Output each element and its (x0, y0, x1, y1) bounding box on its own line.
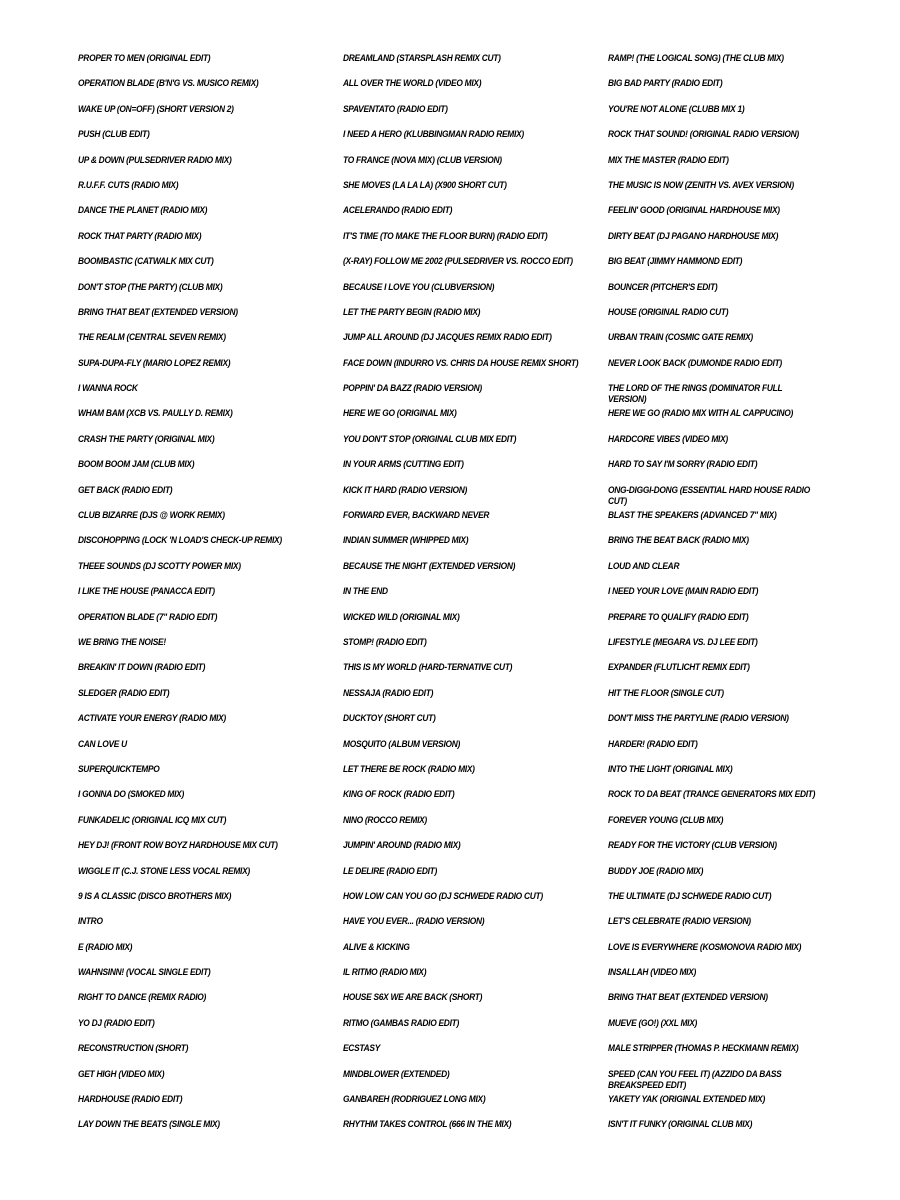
track-title: FOREVER YOUNG (CLUB MIX) (608, 814, 724, 826)
track-title: RAMP! (THE LOGICAL SONG) (THE CLUB MIX) (608, 53, 784, 64)
track-title: BLAST THE SPEAKERS (ADVANCED 7" MIX) (608, 510, 777, 522)
track-title: THIS IS MY WORLD (HARD-TERNATIVE CUT) (343, 662, 513, 674)
track-title: BOUNCER (PITCHER'S EDIT) (608, 281, 718, 293)
track-title: PUSH (CLUB EDIT) (78, 129, 150, 141)
track-title: FEELIN' GOOD (ORIGINAL HARDHOUSE MIX) (608, 205, 780, 217)
track-title: INTO THE LIGHT (ORIGINAL MIX) (608, 763, 733, 775)
track-title: SUPERQUICKTEMPO (78, 763, 160, 775)
track-title: I NEED A HERO (KLUBBINGMAN RADIO REMIX) (343, 129, 524, 141)
track-title: IT'S TIME (TO MAKE THE FLOOR BURN) (RADIO EDIT) (343, 230, 548, 242)
track-title: OPERATION BLADE (7" RADIO EDIT) (78, 611, 218, 623)
track-title: PREPARE TO QUALIFY (RADIO EDIT) (608, 611, 749, 623)
track-title: KING OF ROCK (RADIO EDIT) (343, 789, 455, 801)
track-title: HERE WE GO (ORIGINAL MIX) (343, 408, 457, 420)
track-title: RHYTHM TAKES CONTROL (666 IN THE MIX) (343, 1119, 512, 1131)
track-title: SLEDGER (RADIO EDIT) (78, 687, 170, 699)
track-title: I GONNA DO (SMOKED MIX) (78, 789, 185, 801)
track-title: BECAUSE I LOVE YOU (CLUBVERSION) (343, 281, 495, 293)
track-title: R.U.F.F. CUTS (RADIO MIX) (78, 179, 179, 191)
track-title: LOVE IS EVERYWHERE (KOSMONOVA RADIO MIX) (608, 941, 802, 953)
track-title: DON'T MISS THE PARTYLINE (RADIO VERSION) (608, 713, 789, 725)
track-title: CRASH THE PARTY (ORIGINAL MIX) (78, 433, 215, 445)
track-title: NEVER LOOK BACK (DUMONDE RADIO EDIT) (608, 357, 782, 369)
track-title: SHE MOVES (LA LA LA) (X900 SHORT CUT) (343, 179, 507, 191)
track-title: FACE DOWN (INDURRO VS. CHRIS DA HOUSE REMIX SHORT) (343, 357, 579, 369)
track-title: URBAN TRAIN (COSMIC GATE REMIX) (608, 332, 753, 344)
track-title: BRING THAT BEAT (EXTENDED VERSION) (608, 992, 768, 1004)
track-title: I LIKE THE HOUSE (PANACCA EDIT) (78, 586, 215, 598)
track-title: E (RADIO MIX) (78, 941, 133, 953)
track-title: EXPANDER (FLUTLICHT REMIX EDIT) (608, 662, 750, 674)
track-title: LIFESTYLE (MEGARA VS. DJ LEE EDIT) (608, 636, 758, 648)
track-title: RIGHT TO DANCE (REMIX RADIO) (78, 992, 207, 1004)
track-title: IL RITMO (RADIO MIX) (343, 967, 427, 979)
track-title: NESSAJA (RADIO EDIT) (343, 687, 434, 699)
track-title: DISCOHOPPING (LOCK 'N LOAD'S CHECK-UP REMIX) (78, 535, 282, 547)
track-title: JUMP ALL AROUND (DJ JACQUES REMIX RADIO EDIT) (343, 332, 552, 344)
track-title: BIG BEAT (JIMMY HAMMOND EDIT) (608, 256, 743, 268)
track-title: ROCK TO DA BEAT (TRANCE GENERATORS MIX EDIT) (608, 789, 816, 801)
track-title: CAN LOVE U (78, 738, 127, 750)
track-title: BIG BAD PARTY (RADIO EDIT) (608, 78, 723, 90)
track-title: WICKED WILD (ORIGINAL MIX) (343, 611, 460, 623)
track-title: BOOMBASTIC (CATWALK MIX CUT) (78, 256, 214, 268)
track-title: YAKETY YAK (ORIGINAL EXTENDED MIX) (608, 1094, 766, 1106)
track-title: BRING THE BEAT BACK (RADIO MIX) (608, 535, 749, 547)
track-title: ACTIVATE YOUR ENERGY (RADIO MIX) (78, 713, 226, 725)
track-title: WE BRING THE NOISE! (78, 636, 166, 648)
track-title: WAHNSINN! (VOCAL SINGLE EDIT) (78, 967, 211, 979)
track-title: HOUSE (ORIGINAL RADIO CUT) (608, 306, 729, 318)
track-title: HARD TO SAY I'M SORRY (RADIO EDIT) (608, 459, 758, 471)
track-title: ISN'T IT FUNKY (ORIGINAL CLUB MIX) (608, 1119, 753, 1131)
track-title: ALIVE & KICKING (343, 941, 410, 953)
track-title: MINDBLOWER (EXTENDED) (343, 1068, 450, 1080)
track-title: SPEED (CAN YOU FEEL IT) (AZZIDO DA BASS BREAKSPEED EDIT) (608, 1068, 782, 1091)
track-title: YO DJ (RADIO EDIT) (78, 1017, 155, 1029)
track-title: LAY DOWN THE BEATS (SINGLE MIX) (78, 1119, 220, 1131)
track-title: DIRTY BEAT (DJ PAGANO HARDHOUSE MIX) (608, 230, 779, 242)
track-title: LOUD AND CLEAR (608, 560, 680, 572)
track-title: HARDCORE VIBES (VIDEO MIX) (608, 433, 728, 445)
track-title: HEY DJ! (FRONT ROW BOYZ HARDHOUSE MIX CUT) (78, 840, 278, 852)
track-title: READY FOR THE VICTORY (CLUB VERSION) (608, 840, 777, 852)
tracklist-column-1 (78, 50, 328, 1142)
track-title: JUMPIN' AROUND (RADIO MIX) (343, 840, 461, 852)
track-title: PROPER TO MEN (ORIGINAL EDIT) (78, 53, 211, 64)
track-title: DUCKTOY (SHORT CUT) (343, 713, 436, 725)
track-title: KICK IT HARD (RADIO VERSION) (343, 484, 468, 496)
track-title: IN THE END (343, 586, 388, 598)
track-title: DREAMLAND (STARSPLASH REMIX CUT) (343, 53, 501, 64)
track-title: THE LORD OF THE RINGS (DOMINATOR FULL VERSION) (608, 383, 783, 406)
track-title: BOOM BOOM JAM (CLUB MIX) (78, 459, 195, 471)
track-title: INSALLAH (VIDEO MIX) (608, 967, 697, 979)
track-title: THE REALM (CENTRAL SEVEN REMIX) (78, 332, 226, 344)
track-title: ROCK THAT SOUND! (ORIGINAL RADIO VERSION) (608, 129, 799, 141)
track-title: RECONSTRUCTION (SHORT) (78, 1043, 189, 1055)
track-title: (X-RAY) FOLLOW ME 2002 (PULSEDRIVER VS. ROCCO EDIT) (343, 256, 573, 268)
track-title: BRING THAT BEAT (EXTENDED VERSION) (78, 306, 238, 318)
track-title: INDIAN SUMMER (WHIPPED MIX) (343, 535, 469, 547)
track-title: BUDDY JOE (RADIO MIX) (608, 865, 704, 877)
track-title: TO FRANCE (NOVA MIX) (CLUB VERSION) (343, 154, 502, 166)
track-title: LET THERE BE ROCK (RADIO MIX) (343, 763, 475, 775)
track-title: HOUSE S6X WE ARE BACK (SHORT) (343, 992, 483, 1004)
track-title: LE DELIRE (RADIO EDIT) (343, 865, 438, 877)
track-title: THE ULTIMATE (DJ SCHWEDE RADIO CUT) (608, 890, 772, 902)
track-title: HARDHOUSE (RADIO EDIT) (78, 1094, 183, 1106)
track-title: YOU DON'T STOP (ORIGINAL CLUB MIX EDIT) (343, 433, 517, 445)
track-title: INTRO (78, 916, 103, 928)
track-title: RITMO (GAMBAS RADIO EDIT) (343, 1017, 460, 1029)
track-title: DANCE THE PLANET (RADIO MIX) (78, 205, 208, 217)
track-title: BECAUSE THE NIGHT (EXTENDED VERSION) (343, 560, 516, 572)
track-title: ACELERANDO (RADIO EDIT) (343, 205, 453, 217)
track-title: ONG-DIGGI-DONG (ESSENTIAL HARD HOUSE RADIO CUT) (608, 484, 810, 507)
track-title: LET THE PARTY BEGIN (RADIO MIX) (343, 306, 481, 318)
track-title: FUNKADELIC (ORIGINAL ICQ MIX CUT) (78, 814, 227, 826)
track-title: OPERATION BLADE (B'N'G VS. MUSICO REMIX) (78, 78, 259, 90)
track-title: WIGGLE IT (C.J. STONE LESS VOCAL REMIX) (78, 865, 250, 877)
track-title: GET BACK (RADIO EDIT) (78, 484, 173, 496)
track-title: MOSQUITO (ALBUM VERSION) (343, 738, 461, 750)
track-title: SUPA-DUPA-FLY (MARIO LOPEZ REMIX) (78, 357, 231, 369)
track-title: HIT THE FLOOR (SINGLE CUT) (608, 687, 724, 699)
track-title: HAVE YOU EVER... (RADIO VERSION) (343, 916, 485, 928)
track-title: YOU'RE NOT ALONE (CLUBB MIX 1) (608, 103, 745, 115)
track-title: LET'S CELEBRATE (RADIO VERSION) (608, 916, 751, 928)
tracklist-column-2 (343, 50, 593, 1142)
track-title: ALL OVER THE WORLD (VIDEO MIX) (343, 78, 482, 90)
track-title: HERE WE GO (RADIO MIX WITH AL CAPPUCINO) (608, 408, 793, 420)
track-title: WAKE UP (ON=OFF) (SHORT VERSION 2) (78, 103, 234, 115)
track-title: POPPIN' DA BAZZ (RADIO VERSION) (343, 383, 482, 395)
track-title: SPAVENTATO (RADIO EDIT) (343, 103, 448, 115)
track-title: NINO (ROCCO REMIX) (343, 814, 427, 826)
track-title: BREAKIN' IT DOWN (RADIO EDIT) (78, 662, 206, 674)
tracklist-column-3 (608, 50, 818, 1142)
track-title: ECSTASY (343, 1043, 381, 1055)
track-title: ROCK THAT PARTY (RADIO MIX) (78, 230, 202, 242)
track-title: MIX THE MASTER (RADIO EDIT) (608, 154, 729, 166)
track-title: THEEE SOUNDS (DJ SCOTTY POWER MIX) (78, 560, 241, 572)
track-title: MALE STRIPPER (THOMAS P. HECKMANN REMIX) (608, 1043, 799, 1055)
track-title: DON'T STOP (THE PARTY) (CLUB MIX) (78, 281, 223, 293)
track-title: GET HIGH (VIDEO MIX) (78, 1068, 165, 1080)
track-title: THE MUSIC IS NOW (ZENITH VS. AVEX VERSION) (608, 179, 794, 191)
track-title: HARDER! (RADIO EDIT) (608, 738, 698, 750)
track-title: 9 IS A CLASSIC (DISCO BROTHERS MIX) (78, 890, 232, 902)
track-title: CLUB BIZARRE (DJS @ WORK REMIX) (78, 510, 225, 522)
track-title: GANBAREH (RODRIGUEZ LONG MIX) (343, 1094, 486, 1106)
track-title: WHAM BAM (XCB VS. PAULLY D. REMIX) (78, 408, 233, 420)
track-title: I WANNA ROCK (78, 383, 138, 395)
track-title: IN YOUR ARMS (CUTTING EDIT) (343, 459, 464, 471)
track-title: FORWARD EVER, BACKWARD NEVER (343, 510, 490, 522)
track-title: I NEED YOUR LOVE (MAIN RADIO EDIT) (608, 586, 759, 598)
track-title: MUEVE (GO!) (XXL MIX) (608, 1017, 698, 1029)
track-title: HOW LOW CAN YOU GO (DJ SCHWEDE RADIO CUT) (343, 890, 543, 902)
track-title: UP & DOWN (PULSEDRIVER RADIO MIX) (78, 154, 232, 166)
track-title: STOMP! (RADIO EDIT) (343, 636, 427, 648)
